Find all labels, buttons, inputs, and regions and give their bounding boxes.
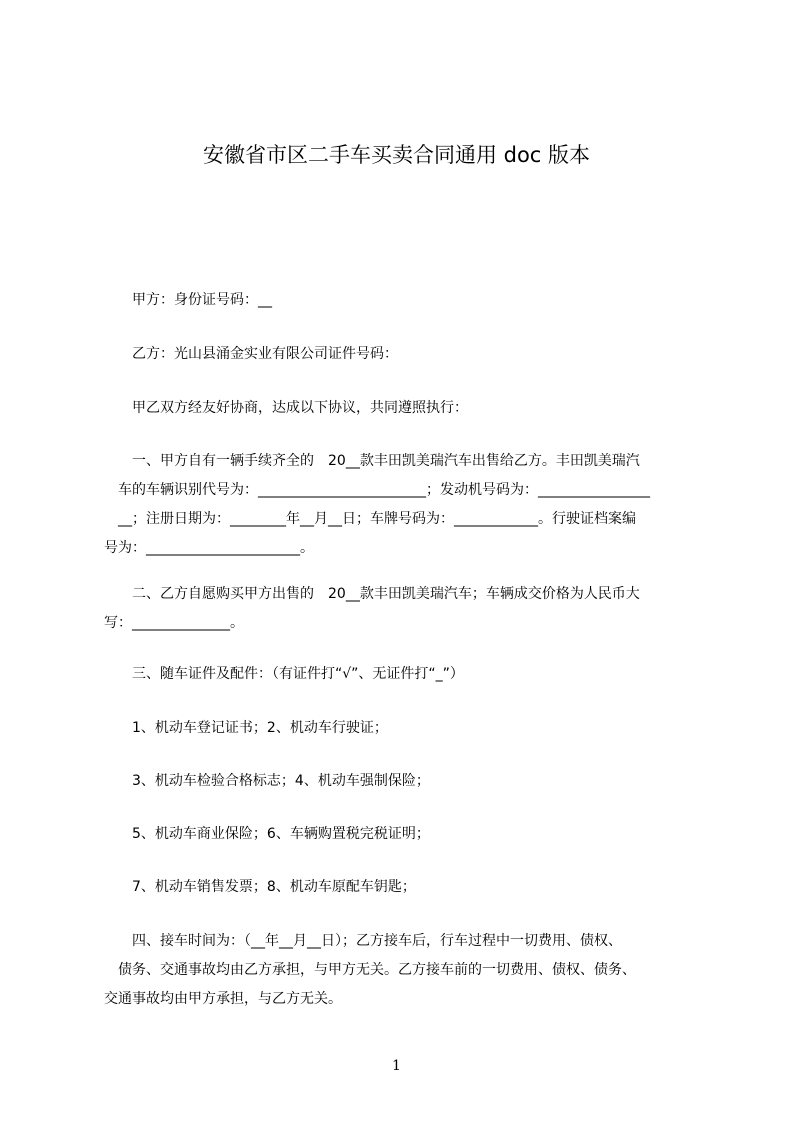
paragraph-line: 债务、交通事故均由乙方承担，与甲方无关。乙方接车前的一切费用、债权、债务、 <box>104 962 636 978</box>
documents-list-item-3-4 <box>104 767 704 796</box>
documents-list-item-7-8 <box>104 873 704 902</box>
paragraph-line: 1、机动车登记证书；2、机动车行驶证； <box>104 720 388 736</box>
clause-1-paragraph <box>104 447 704 563</box>
paragraph-line: 甲乙双方经友好协商，达成以下协议，共同遵照执行： <box>104 400 468 416</box>
clause-2-paragraph <box>104 580 704 638</box>
clause-3-paragraph <box>104 660 704 689</box>
paragraph-line: 四、接车时间为：（__年__月__日）；乙方接车后，行车过程中一切费用、债权、 <box>104 933 622 949</box>
page-number: 1 <box>392 1058 401 1074</box>
paragraph-line: 写：______________。 <box>104 615 244 631</box>
paragraph-line: 交通事故均由甲方承担，与乙方无关。 <box>104 991 342 1007</box>
clause-4-paragraph <box>104 927 704 1014</box>
paragraph-line: 7、机动车销售发票；8、机动车原配车钥匙； <box>104 879 416 895</box>
paragraph-line: 三、随车证件及配件：（有证件打“√”、无证件打“_”） <box>104 666 464 682</box>
paragraph-line: 3、机动车检验合格标志；4、机动车强制保险； <box>104 773 430 789</box>
paragraph-line: 甲方：身份证号码：__ <box>104 292 272 308</box>
party-a-paragraph <box>104 286 704 315</box>
agreement-intro-paragraph <box>104 394 704 423</box>
paragraph-line: 一、甲方自有一辆手续齐全的 20__款丰田凯美瑞汽车出售给乙方。丰田凯美瑞汽 <box>104 453 640 469</box>
paragraph-line: 号为：______________________。 <box>104 540 314 556</box>
party-b-paragraph <box>104 340 704 369</box>
paragraph-line: __；注册日期为：________年__月__日；车牌号码为：____________。行驶证档案编 <box>104 511 636 527</box>
documents-list-item-1-2 <box>104 714 704 743</box>
paragraph-line: 车的车辆识别代号为：________________________；发动机号码为：________________ <box>104 482 650 498</box>
paragraph-line: 乙方：光山县涌金实业有限公司证件号码： <box>104 346 398 362</box>
paragraph-line: 二、乙方自愿购买甲方出售的 20__款丰田凯美瑞汽车；车辆成交价格为人民币大 <box>104 586 640 602</box>
document-title: 安徽省市区二手车买卖合同通用 doc 版本 <box>202 143 591 167</box>
documents-list-item-5-6 <box>104 820 704 849</box>
paragraph-line: 5、机动车商业保险；6、车辆购置税完税证明； <box>104 826 430 842</box>
